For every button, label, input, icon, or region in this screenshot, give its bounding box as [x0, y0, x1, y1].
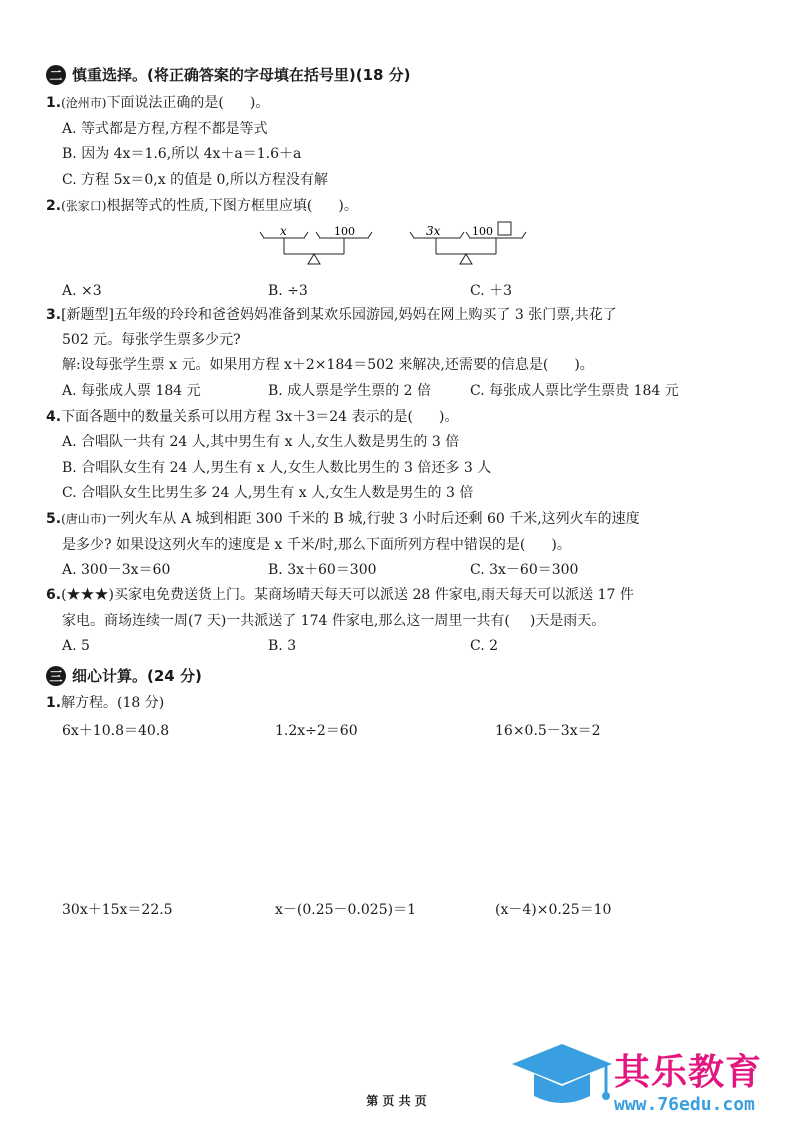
- section-2-title: 慎重选择。(将正确答案的字母填在括号里)(18 分): [72, 66, 411, 84]
- question-2-text-end: )。: [338, 198, 358, 214]
- question-5-text-end: )。: [551, 537, 571, 553]
- section-2-header: [46, 64, 411, 85]
- watermark-url: www.76edu.com: [614, 1094, 755, 1115]
- question-1-option-a: A. 等式都是方程,方程不都是等式: [62, 121, 268, 137]
- scale-answer-box: [498, 222, 511, 235]
- question-6-option-c: C. 2: [470, 638, 499, 654]
- equation-3: 16×0.5－3x＝2: [495, 723, 601, 739]
- question-2-text: 根据等式的性质,下图方框里应填(: [106, 198, 313, 214]
- question-4-text-end: )。: [438, 409, 459, 425]
- question-6-text-line2: 家电。商场连续一周(7 天)一共派送了 174 件家电,那么这一周里一共有(: [62, 613, 510, 629]
- question-5-option-c: C. 3x－60＝300: [470, 562, 579, 578]
- question-5-option-a: A. 300－3x＝60: [62, 562, 171, 578]
- question-5-number: 5.: [46, 511, 62, 527]
- question-3-stem-line2: 502 元。每张学生票多少元?: [62, 332, 241, 348]
- question-4-option-a: A. 合唱队一共有 24 人,其中男生有 x 人,女生人数是男生的 3 倍: [62, 434, 460, 450]
- calc-1-number: 1.: [46, 695, 62, 711]
- section-2-badge: 二: [46, 65, 66, 85]
- question-6-stem-line2: [62, 612, 605, 630]
- question-6-option-b: B. 3: [268, 638, 297, 654]
- question-4-text: 下面各题中的数量关系可以用方程 3x＋3＝24 表示的是(: [61, 409, 413, 425]
- question-1-text: 下面说法正确的是(: [106, 95, 224, 111]
- calc-1-header: [46, 694, 164, 712]
- question-3-stem-line1: [46, 306, 617, 324]
- scale-right-right-pan: 100: [472, 225, 493, 238]
- balance-scale-right: [410, 222, 526, 264]
- question-4-stem: [46, 408, 458, 426]
- equation-1: 6x＋10.8＝40.8: [62, 723, 170, 739]
- section-3-badge: 三: [46, 666, 66, 686]
- question-2-source: (张家口): [61, 199, 107, 213]
- section-3-title: 细心计算。(24 分): [72, 667, 202, 685]
- question-5-text: 一列火车从 A 城到相距 300 千米的 B 城,行驶 3 小时后还剩 60 千米,这列火车的速度: [106, 511, 640, 527]
- question-5-source: (唐山市): [61, 512, 107, 526]
- question-1-source: (沧州市): [61, 96, 107, 110]
- section-3-header: [46, 665, 202, 686]
- question-4-number: 4.: [46, 409, 62, 425]
- page-footer: 第 页 共 页: [366, 1094, 427, 1108]
- question-6-tag: (★★★): [61, 587, 114, 603]
- scale-left-right-pan: 100: [334, 225, 355, 238]
- question-3-option-b: B. 成人票是学生票的 2 倍: [268, 383, 431, 399]
- question-2-option-c: C. ＋3: [470, 283, 513, 299]
- balance-scales-figure: [250, 220, 540, 270]
- scale-right-left-pan: 3x: [426, 224, 441, 238]
- question-3-text: 五年级的玲玲和爸爸妈妈准备到某欢乐园游园,妈妈在网上购买了 3 张门票,共花了: [114, 307, 617, 323]
- question-1-text-end: )。: [249, 95, 270, 111]
- question-6-text-end: )天是雨天。: [529, 613, 606, 629]
- question-3-option-a: A. 每张成人票 184 元: [62, 383, 201, 399]
- question-2-option-b: B. ÷3: [268, 283, 308, 299]
- question-6-number: 6.: [46, 587, 62, 603]
- question-3-text-end: )。: [574, 357, 594, 373]
- equation-6: (x－4)×0.25＝10: [495, 902, 612, 918]
- question-1-option-b: B. 因为 4x＝1.6,所以 4x＋a＝1.6＋a: [62, 146, 302, 162]
- calc-1-title: 解方程。(18 分): [61, 695, 165, 711]
- question-1-number: 1.: [46, 95, 62, 111]
- question-5-stem-line1: [46, 510, 640, 528]
- question-4-option-b: B. 合唱队女生有 24 人,男生有 x 人,女生人数比男生的 3 倍还多 3 人: [62, 460, 492, 476]
- equation-2: 1.2x÷2＝60: [275, 723, 358, 739]
- question-3-number: 3.: [46, 307, 62, 323]
- question-3-stem-line3: [62, 356, 594, 374]
- watermark-brand-name: 其乐教育: [614, 1052, 763, 1093]
- balance-scale-left: [260, 224, 372, 264]
- scale-left-left-pan: x: [280, 224, 287, 238]
- question-5-text-line2: 是多少? 如果设这列火车的速度是 x 千米/时,那么下面所列方程中错误的是(: [62, 537, 526, 553]
- equation-4: 30x＋15x＝22.5: [62, 902, 173, 918]
- question-6-option-a: A. 5: [62, 638, 90, 654]
- question-4-option-c: C. 合唱队女生比男生多 24 人,男生有 x 人,女生人数是男生的 3 倍: [62, 485, 474, 501]
- question-6-stem-line1: [46, 586, 634, 604]
- question-3-option-c: C. 每张成人票比学生票贵 184 元: [470, 383, 679, 399]
- question-5-stem-line2: [62, 536, 571, 554]
- question-1-stem: [46, 94, 269, 112]
- question-5-option-b: B. 3x＋60＝300: [268, 562, 377, 578]
- question-6-text: 买家电免费送货上门。某商场晴天每天可以派送 28 件家电,雨天每天可以派送 17 件: [114, 587, 634, 603]
- question-2-number: 2.: [46, 198, 62, 214]
- equation-5: x－(0.25－0.025)＝1: [275, 902, 416, 918]
- question-2-option-a: A. ×3: [62, 283, 102, 299]
- question-2-stem: [46, 197, 358, 215]
- question-3-tag: [新题型]: [61, 307, 114, 323]
- question-1-option-c: C. 方程 5x＝0,x 的值是 0,所以方程没有解: [62, 172, 328, 188]
- question-3-solution-text: 解:设每张学生票 x 元。如果用方程 x＋2×184＝502 来解决,还需要的信息是(: [62, 357, 549, 373]
